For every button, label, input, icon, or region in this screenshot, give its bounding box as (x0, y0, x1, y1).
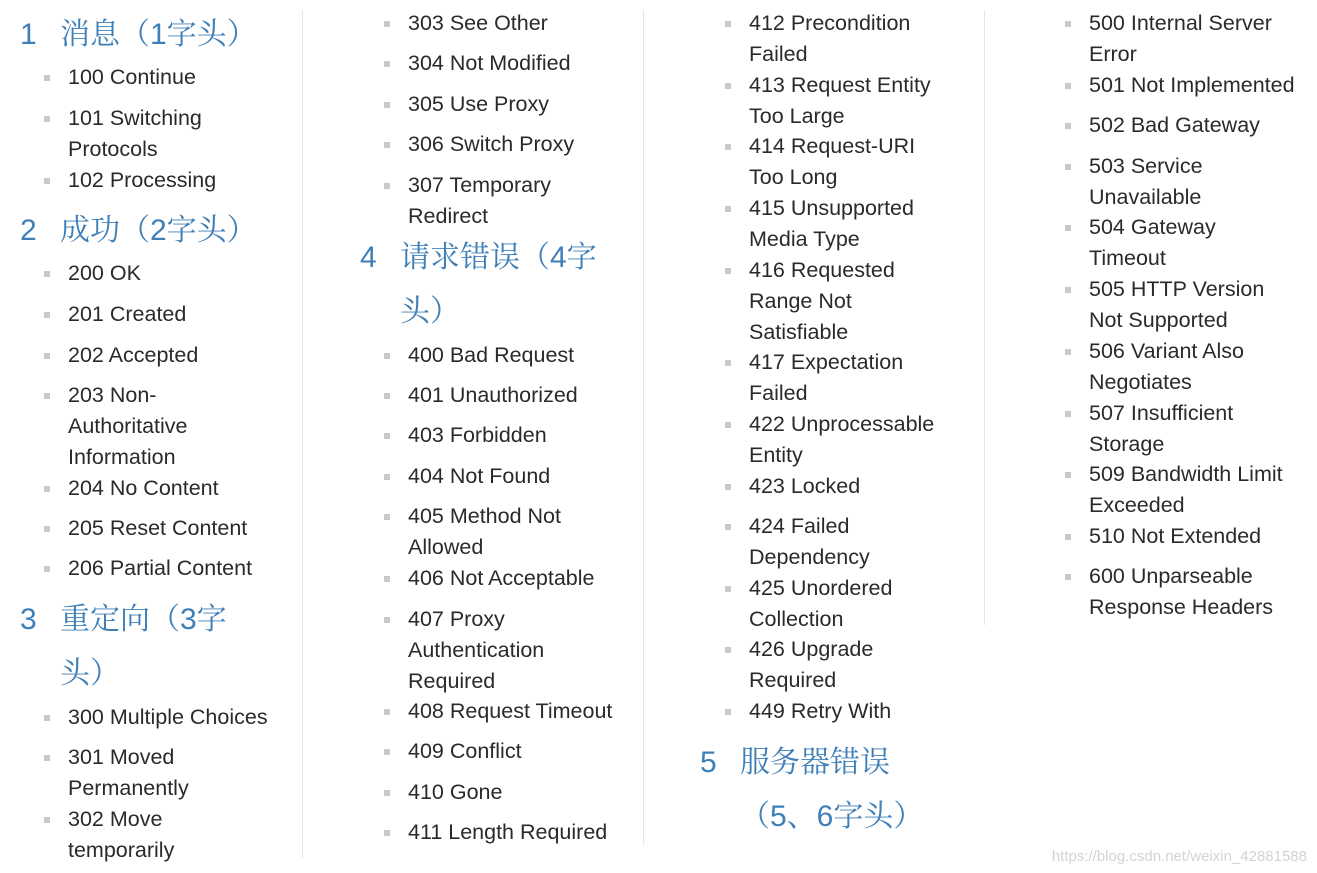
bullet-icon (1065, 411, 1071, 417)
bullet-icon (384, 709, 390, 715)
bullet-icon (44, 353, 50, 359)
bullet-icon (384, 617, 390, 623)
bullet-icon (384, 790, 390, 796)
list-item: 413 Request Entity Too Large (749, 70, 931, 132)
bullet-icon (384, 749, 390, 755)
section-title-line1: 服务器错误 (740, 746, 890, 779)
bullet-icon (44, 526, 50, 532)
list-item: 424 Failed Dependency (749, 511, 870, 573)
list-item: 509 Bandwidth Limit Exceeded (1089, 459, 1283, 521)
bullet-icon (44, 486, 50, 492)
list-item: 502 Bad Gateway (1089, 110, 1260, 141)
list-item: 302 Move temporarily (68, 804, 174, 866)
bullet-icon (384, 102, 390, 108)
bullet-icon (725, 268, 731, 274)
list-item: 417 Expectation Failed (749, 347, 903, 409)
bullet-icon (384, 576, 390, 582)
bullet-icon (1065, 287, 1071, 293)
bullet-icon (1065, 164, 1071, 170)
section-title-line2: （5、6字头） (740, 800, 924, 833)
list-item: 506 Variant Also Negotiates (1089, 336, 1244, 398)
section-heading-2 (20, 204, 257, 258)
bullet-icon (44, 312, 50, 318)
list-item: 503 Service Unavailable (1089, 151, 1203, 213)
section-title: 成功（2字头） (60, 214, 257, 247)
list-item: 306 Switch Proxy (408, 129, 574, 160)
list-item: 404 Not Found (408, 461, 550, 492)
bullet-icon (725, 21, 731, 27)
section-number: 5 (700, 746, 717, 779)
list-item: 410 Gone (408, 777, 502, 808)
bullet-icon (384, 21, 390, 27)
column-divider (984, 10, 985, 625)
bullet-icon (1065, 534, 1071, 540)
list-item: 305 Use Proxy (408, 89, 549, 120)
bullet-icon (384, 474, 390, 480)
watermark-text: https://blog.csdn.net/weixin_42881588 (1051, 848, 1307, 865)
bullet-icon (725, 709, 731, 715)
list-item: 423 Locked (749, 471, 860, 502)
list-item: 416 Requested Range Not Satisfiable (749, 255, 895, 348)
bullet-icon (44, 817, 50, 823)
list-item: 301 Moved Permanently (68, 742, 189, 804)
list-item: 304 Not Modified (408, 48, 571, 79)
bullet-icon (44, 715, 50, 721)
section-number: 2 (20, 214, 37, 247)
bullet-icon (725, 206, 731, 212)
bullet-icon (725, 422, 731, 428)
bullet-icon (725, 647, 731, 653)
bullet-icon (44, 393, 50, 399)
list-item: 102 Processing (68, 165, 216, 196)
bullet-icon (1065, 83, 1071, 89)
section-heading-1 (20, 8, 257, 62)
list-item: 411 Length Required (408, 817, 607, 848)
bullet-icon (384, 142, 390, 148)
list-item: 401 Unauthorized (408, 380, 578, 411)
bullet-icon (384, 830, 390, 836)
list-item: 403 Forbidden (408, 420, 547, 451)
bullet-icon (384, 393, 390, 399)
bullet-icon (44, 178, 50, 184)
list-item: 206 Partial Content (68, 553, 252, 584)
bullet-icon (1065, 349, 1071, 355)
bullet-icon (44, 116, 50, 122)
list-item: 307 Temporary Redirect (408, 170, 551, 232)
list-item: 507 Insufficient Storage (1089, 398, 1233, 460)
section-title-line2: 头） (400, 295, 460, 328)
section-title-line1: 重定向（3字 (60, 603, 227, 636)
section-title: 消息（1字头） (60, 18, 257, 51)
bullet-icon (725, 524, 731, 530)
list-item: 300 Multiple Choices (68, 702, 268, 733)
bullet-icon (1065, 472, 1071, 478)
section-heading-3-cont (60, 647, 120, 701)
section-number: 4 (360, 241, 377, 274)
bullet-icon (384, 353, 390, 359)
list-item: 501 Not Implemented (1089, 70, 1295, 101)
bullet-icon (384, 183, 390, 189)
bullet-icon (1065, 123, 1071, 129)
section-heading-3 (20, 593, 227, 647)
list-item: 101 Switching Protocols (68, 103, 202, 165)
list-item: 426 Upgrade Required (749, 634, 873, 696)
list-item: 202 Accepted (68, 340, 198, 371)
bullet-icon (44, 566, 50, 572)
bullet-icon (725, 586, 731, 592)
bullet-icon (1065, 574, 1071, 580)
list-item: 203 Non- Authoritative Information (68, 380, 188, 473)
list-item: 409 Conflict (408, 736, 522, 767)
list-item: 303 See Other (408, 8, 548, 39)
list-item: 408 Request Timeout (408, 696, 612, 727)
list-item: 400 Bad Request (408, 340, 574, 371)
list-item: 500 Internal Server Error (1089, 8, 1272, 70)
section-title-line2: 头） (60, 657, 120, 690)
section-heading-4 (360, 231, 597, 285)
list-item: 505 HTTP Version Not Supported (1089, 274, 1264, 336)
list-item: 504 Gateway Timeout (1089, 212, 1216, 274)
list-item: 425 Unordered Collection (749, 573, 892, 635)
section-title-line1: 请求错误（4字 (400, 241, 597, 274)
list-item: 510 Not Extended (1089, 521, 1261, 552)
bullet-icon (384, 514, 390, 520)
list-item: 205 Reset Content (68, 513, 247, 544)
column-divider (302, 10, 303, 858)
bullet-icon (384, 433, 390, 439)
bullet-icon (725, 360, 731, 366)
bullet-icon (44, 755, 50, 761)
list-item: 204 No Content (68, 473, 219, 504)
section-heading-5 (700, 736, 890, 790)
section-heading-4-cont (400, 285, 460, 339)
list-item: 412 Precondition Failed (749, 8, 910, 70)
list-item: 201 Created (68, 299, 186, 330)
list-item: 414 Request-URI Too Long (749, 131, 915, 193)
list-item: 422 Unprocessable Entity (749, 409, 934, 471)
bullet-icon (44, 75, 50, 81)
list-item: 407 Proxy Authentication Required (408, 604, 544, 697)
section-heading-5-cont (740, 790, 923, 844)
list-item: 415 Unsupported Media Type (749, 193, 914, 255)
bullet-icon (725, 144, 731, 150)
list-item: 405 Method Not Allowed (408, 501, 561, 563)
list-item: 406 Not Acceptable (408, 563, 594, 594)
bullet-icon (725, 83, 731, 89)
bullet-icon (1065, 21, 1071, 27)
bullet-icon (1065, 225, 1071, 231)
section-number: 1 (20, 18, 37, 51)
list-item: 600 Unparseable Response Headers (1089, 561, 1273, 623)
section-number: 3 (20, 603, 37, 636)
list-item: 200 OK (68, 258, 141, 289)
bullet-icon (725, 484, 731, 490)
bullet-icon (384, 61, 390, 67)
list-item: 100 Continue (68, 62, 196, 93)
bullet-icon (44, 271, 50, 277)
column-divider (643, 10, 644, 845)
list-item: 449 Retry With (749, 696, 891, 727)
